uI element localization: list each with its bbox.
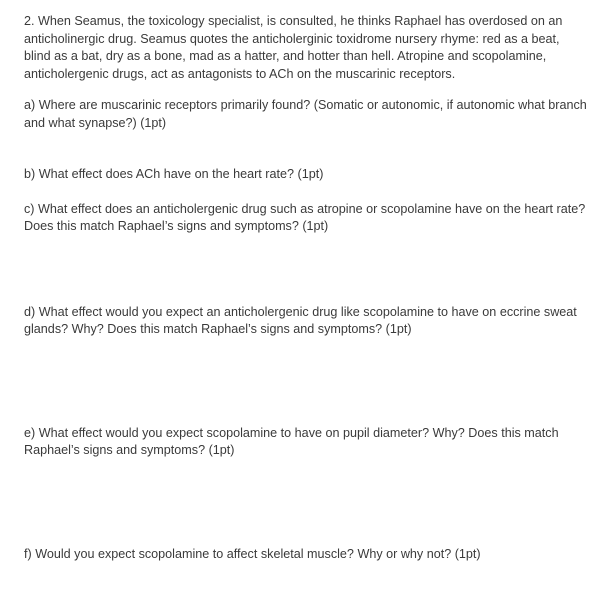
- question-a: a) Where are muscarinic receptors primarily found? (Somatic or autonomic, if autonomic what branch and what synapse?) (1pt): [24, 98, 587, 130]
- intro-paragraph: 2. When Seamus, the toxicology specialist, is consulted, he thinks Raphael has overdosed on an anticholinergic drug. Seamus quotes the anticholerginic toxidrome nursery rhyme: red as a beat, blind as a bat, dry as a bone, mad as a hatter, and hotter than hell. Atropine and scopolamine, anticholergenic drugs, act as antagonists to ACh on the muscarinic receptors.: [24, 14, 563, 81]
- document-page: [24, 13, 589, 563]
- question-c: c) What effect does an anticholergenic drug such as atropine or scopolamine have on the heart rate? Does this match Raphael’s signs and symptoms? (1pt): [24, 201, 586, 233]
- question-f: f) Would you expect scopolamine to affect skeletal muscle? Why or why not? (1pt): [24, 546, 481, 561]
- question-d: d) What effect would you expect an anticholergenic drug like scopolamine to have on eccrine sweat glands? Why? Does this match Raphael’s signs and symptoms? (1pt): [24, 304, 577, 336]
- question-b: b) What effect does ACh have on the heart rate? (1pt): [24, 167, 324, 181]
- question-e: e) What effect would you expect scopolamine to have on pupil diameter? Why? Does this match Raphael’s signs and symptoms? (1pt): [24, 425, 559, 457]
